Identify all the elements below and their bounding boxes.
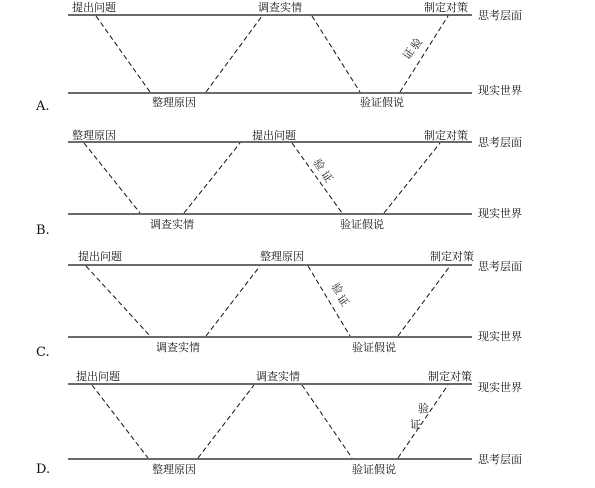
panel-a	[35, 0, 522, 114]
panel-d-connector-3	[302, 385, 352, 458]
panel-d	[36, 369, 522, 477]
panel-c-top-label-1: 提出问题	[78, 250, 122, 263]
panel-b-top-label-2: 提出问题	[252, 129, 296, 142]
panel-a-top-label-2: 调查实情	[258, 1, 302, 14]
panel-b-top-label-1: 整理原因	[72, 129, 116, 142]
panel-b-connector-4	[384, 143, 440, 213]
panel-b-bottom-label-1: 调查实情	[150, 218, 194, 231]
panel-a-connector-1	[96, 16, 150, 92]
panel-b-connector-2	[184, 143, 240, 213]
panel-b	[36, 128, 522, 238]
panel-d-right-top-label: 现实世界	[478, 381, 522, 394]
panel-a-connector-2	[206, 16, 262, 92]
panel-c-right-bottom-label: 现实世界	[478, 330, 522, 343]
panel-b-right-bottom-label: 现实世界	[478, 207, 522, 220]
panel-d-right-bottom-label: 思考层面	[478, 453, 522, 466]
panel-a-bottom-label-1: 整理原因	[152, 96, 196, 109]
panel-d-connector-4	[398, 385, 448, 458]
panel-a-right-bottom-label: 现实世界	[478, 84, 522, 97]
panel-d-connector-1	[92, 385, 148, 458]
panel-c	[36, 249, 522, 360]
panel-d-top-label-1: 提出问题	[76, 370, 120, 383]
panel-d-bottom-label-1: 整理原因	[152, 463, 196, 476]
panel-a-top-label-3: 制定对策	[424, 1, 468, 14]
panel-c-connector-1	[86, 266, 150, 336]
panel-d-top-label-2: 调查实情	[256, 370, 300, 383]
panel-c-right-top-label: 思考层面	[478, 260, 522, 273]
panel-c-bottom-label-2: 验证假说	[352, 341, 396, 354]
panel-b-verify-char-2: 证	[318, 168, 336, 185]
panel-a-right-top-label: 思考层面	[478, 9, 522, 22]
panel-a-connector-3	[312, 16, 360, 92]
panel-d-verify-char-2: 证	[410, 418, 421, 431]
panel-d-top-label-3: 制定对策	[428, 370, 472, 383]
panel-a-option-letter: A.	[36, 99, 50, 114]
panel-c-connector-2	[206, 266, 260, 336]
panel-a-top-label-1: 提出问题	[72, 1, 116, 14]
panel-c-bottom-label-1: 调查实情	[156, 341, 200, 354]
panel-c-option-letter: C.	[36, 345, 50, 360]
panel-a-verify-char-2: 证	[400, 45, 418, 63]
panel-b-verify-char-1: 验	[310, 156, 328, 173]
panel-d-bottom-label-2: 验证假说	[352, 463, 396, 476]
panel-c-verify-char-1: 验	[328, 280, 346, 297]
panel-a-bottom-label-2: 验证假说	[360, 96, 404, 109]
panel-c-top-label-2: 整理原因	[260, 250, 304, 263]
panel-a-verify-char-1: 验	[408, 35, 426, 53]
panel-d-verify-char-1: 验	[418, 402, 429, 415]
panel-d-connector-2	[198, 385, 254, 458]
panel-c-connector-4	[398, 266, 450, 336]
panel-b-right-top-label: 思考层面	[478, 136, 522, 149]
panel-b-bottom-label-2: 验证假说	[340, 218, 384, 231]
panel-b-option-letter: B.	[36, 223, 50, 238]
panel-b-top-label-3: 制定对策	[424, 129, 468, 142]
panel-b-connector-1	[84, 143, 140, 213]
panel-c-top-label-3: 制定对策	[430, 250, 474, 263]
panel-c-verify-char-2: 证	[334, 292, 352, 309]
panel-d-option-letter: D.	[36, 462, 51, 477]
